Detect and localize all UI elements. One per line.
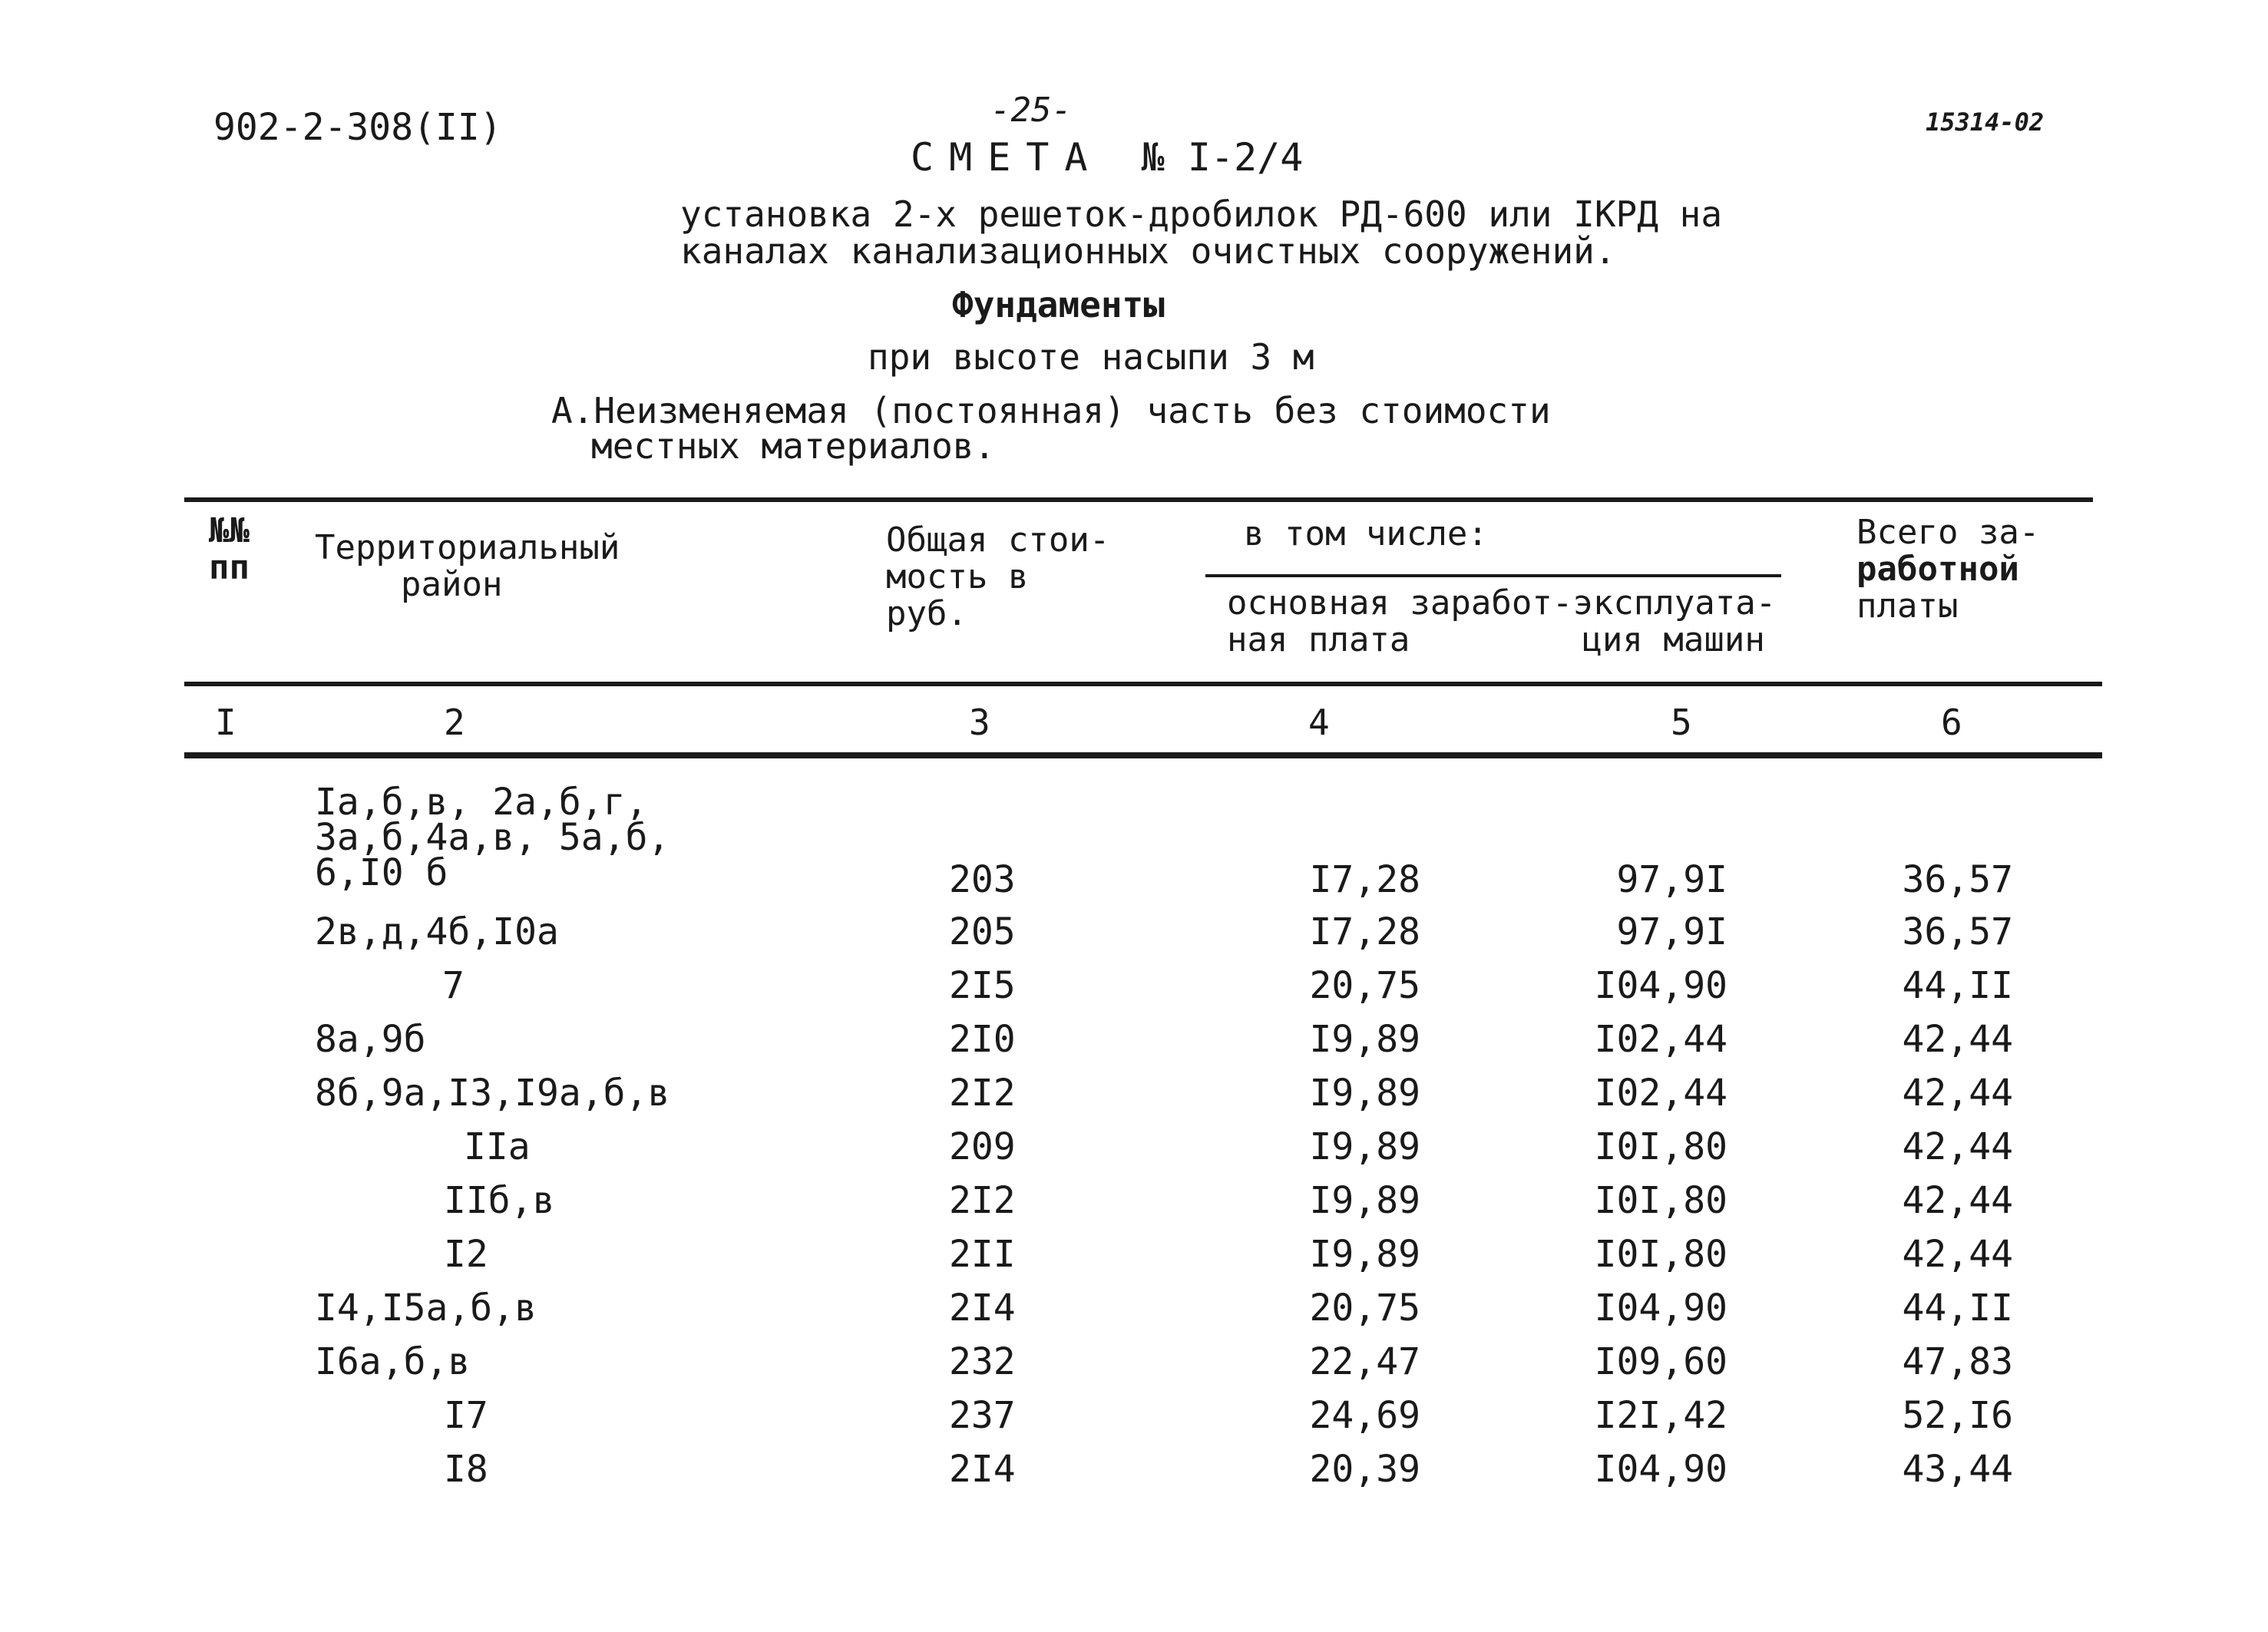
column-number-4: 4 [1308, 702, 1330, 743]
table-cell-total-wage: 44,II [1902, 964, 2013, 1007]
column-number-3: 3 [969, 702, 990, 743]
table-cell-machines-first: 97,9I [1616, 858, 1727, 901]
table-cell-total-wage: 42,44 [1902, 1233, 2013, 1276]
table-cell-region: 8а,9б [315, 1018, 426, 1061]
table-cell-total-wage: 43,44 [1902, 1448, 2013, 1491]
table-cell-total-wage: 42,44 [1902, 1179, 2013, 1222]
table-cell-machines: I0I,80 [1594, 1179, 1727, 1222]
table-cell-machines: I04,90 [1594, 964, 1727, 1007]
table-cell-total: 237 [949, 1394, 1016, 1437]
table-cell-total-wage: 42,44 [1902, 1072, 2013, 1115]
table-cell-total: 2I5 [949, 964, 1016, 1007]
table-cell-total-wage: 52,I6 [1902, 1394, 2013, 1437]
table-cell-machines: I2I,42 [1594, 1394, 1727, 1437]
table-cell-region: I7 [444, 1394, 488, 1437]
table-cell-total: 2I2 [949, 1179, 1016, 1222]
table-cell-total-wage: 44,II [1902, 1287, 2013, 1330]
table-cell-region: IIа [464, 1125, 531, 1168]
table-cell-region: I4,I5а,б,в [315, 1287, 537, 1330]
condition-line: при высоте насыпи 3 м [868, 336, 1314, 378]
table-cell-wage-first: I7,28 [1309, 858, 1420, 901]
column-number-1: I [215, 702, 236, 743]
table-cell-region: 7 [442, 964, 465, 1007]
table-cell-wage: 20,75 [1309, 964, 1420, 1007]
table-cell-total: 209 [949, 1125, 1016, 1168]
header-total-cost-col: Общая стои- мость в руб. [886, 520, 1110, 633]
document-title [911, 135, 1303, 180]
table-cell-total: 205 [949, 910, 1016, 953]
title-number: № I-2/4 [1141, 135, 1304, 180]
table-cell-total: 2I4 [949, 1287, 1016, 1330]
table-cell-total-wage: 47,83 [1902, 1340, 2013, 1383]
table-cell-wage: I9,89 [1309, 1125, 1420, 1168]
column-numbers-rule [184, 752, 2102, 758]
table-cell-machines: I09,60 [1594, 1340, 1727, 1383]
table-cell-region: 2в,д,4б,I0а [315, 910, 559, 953]
column-number-6: 6 [1941, 702, 1962, 743]
table-cell-total-wage: 36,57 [1902, 910, 2013, 953]
table-cell-total-wage-first: 36,57 [1902, 858, 2013, 901]
table-cell-machines: I02,44 [1594, 1018, 1727, 1061]
table-cell-total: 232 [949, 1340, 1016, 1383]
table-cell-region: IIб,в [444, 1179, 555, 1222]
table-cell-machines: I04,90 [1594, 1448, 1727, 1491]
table-cell-region: I8 [444, 1448, 488, 1491]
table-cell-total-wage: 42,44 [1902, 1125, 2013, 1168]
header-region-col: Территориальный район [315, 528, 620, 604]
section-title: Фундаменты [952, 284, 1165, 325]
header-group-including: в том числе: [1244, 514, 1488, 553]
header-wage-machines-col: основная заработ-эксплуата- ная плата ция машин [1227, 583, 1777, 659]
group-header-rule [1205, 574, 1781, 577]
table-row-region-first: Iа,б,в, 2а,б,г, 3а,б,4а,в, 5а,б, 6,I0 б [315, 781, 670, 894]
table-cell-region: 8б,9а,I3,I9а,б,в [315, 1072, 670, 1115]
table-cell-wage: I9,89 [1309, 1179, 1420, 1222]
title-word: СМЕТА [911, 135, 1103, 180]
table-cell-total: 2I4 [949, 1448, 1016, 1491]
page-number: -25- [990, 91, 1072, 130]
part-line-2: местных материалов. [591, 425, 996, 467]
column-number-5: 5 [1671, 702, 1692, 743]
table-cell-machines: I0I,80 [1594, 1125, 1727, 1168]
table-cell-wage: 20,75 [1309, 1287, 1420, 1330]
header-bottom-rule [184, 682, 2102, 686]
table-cell-machines: I02,44 [1594, 1072, 1727, 1115]
table-cell-wage: 24,69 [1309, 1394, 1420, 1437]
table-cell-region: I6а,б,в [315, 1340, 471, 1383]
table-cell-region: I2 [444, 1233, 488, 1276]
subtitle-line-1: установка 2-х решеток-дробилок РД-600 или IКРД на [680, 193, 1723, 235]
table-cell-wage: I9,89 [1309, 1233, 1420, 1276]
table-cell-wage: I9,89 [1309, 1018, 1420, 1061]
table-top-rule [184, 497, 2093, 502]
header-total-wage-col: Всего за- работной платы [1856, 513, 2040, 626]
table-cell-total: 2I2 [949, 1072, 1016, 1115]
table-cell-machines: I0I,80 [1594, 1233, 1727, 1276]
inventory-number: 15314-02 [1926, 107, 2045, 137]
document-code: 902-2-308(II) [213, 106, 502, 149]
header-number-col: №№ пп [209, 511, 250, 587]
column-number-2: 2 [444, 702, 465, 743]
table-cell-wage: I9,89 [1309, 1072, 1420, 1115]
table-cell-total: 2II [949, 1233, 1016, 1276]
table-cell-wage: I7,28 [1309, 910, 1420, 953]
table-cell-wage: 20,39 [1309, 1448, 1420, 1491]
table-cell-total-first: 203 [949, 858, 1016, 901]
table-cell-machines: I04,90 [1594, 1287, 1727, 1330]
table-cell-total: 2I0 [949, 1018, 1016, 1061]
part-line-1: А.Неизменяемая (постоянная) часть без стоимости [551, 390, 1551, 431]
table-cell-wage: 22,47 [1309, 1340, 1420, 1383]
table-cell-total-wage: 42,44 [1902, 1018, 2013, 1061]
table-cell-machines: 97,9I [1616, 910, 1727, 953]
subtitle-line-2: каналах канализационных очистных сооружений. [680, 230, 1616, 272]
